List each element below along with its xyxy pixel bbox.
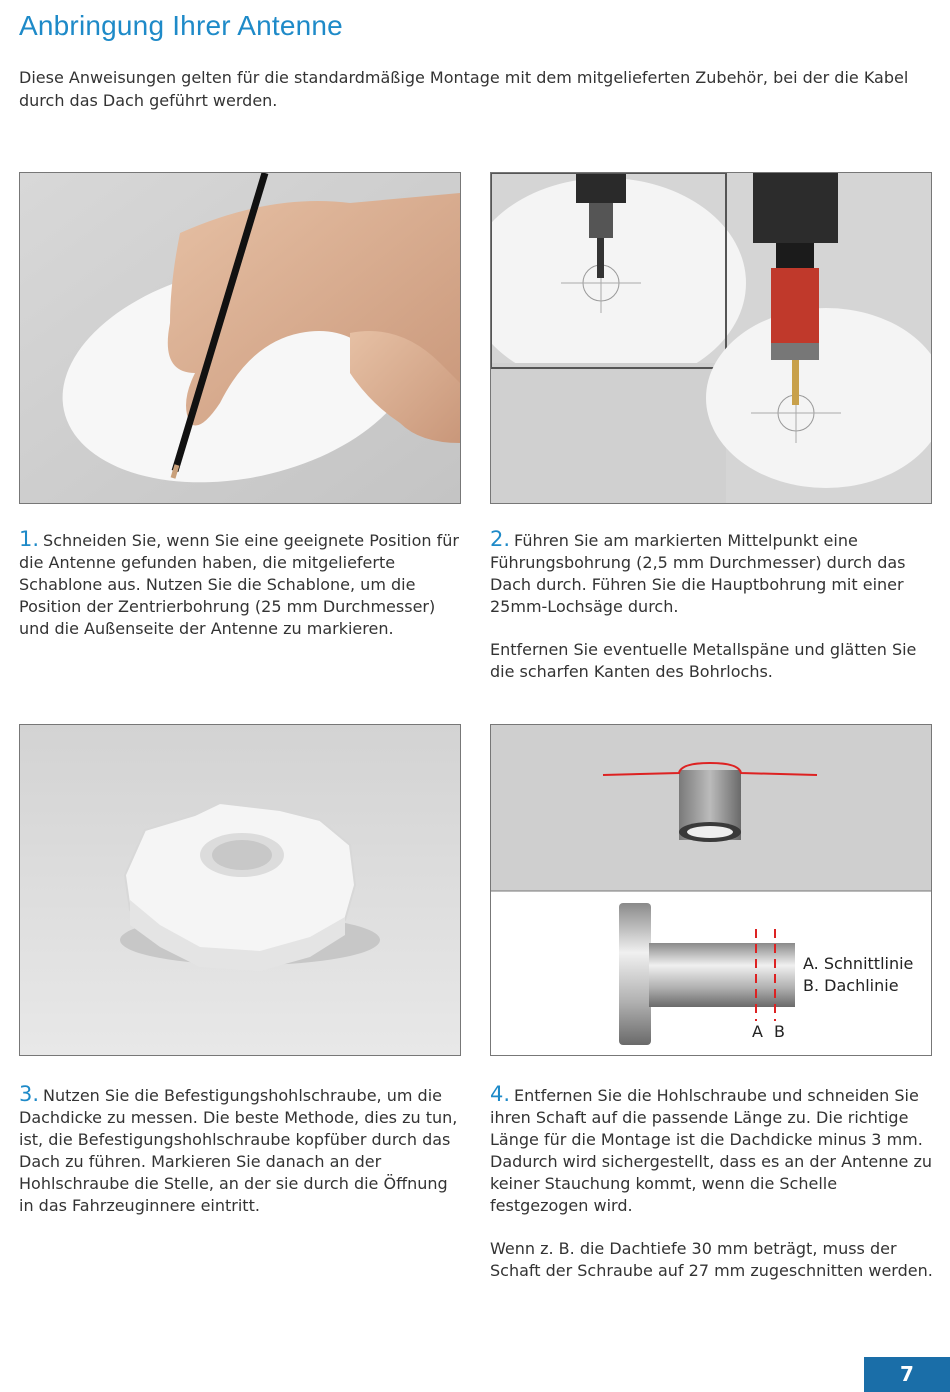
step-text: Entfernen Sie die Hohlschraube und schneiden Sie ihren Schaft auf die passende Länge zu. Die richtige Länge für die Montage ist die Dachdicke minus 3 mm. Dadurch wird sichergestellt, dass es an der Antenne zu keiner Stauchung kommt, wenn die Schelle festgezogen wird. (490, 1086, 933, 1215)
step-1 (19, 528, 464, 661)
step-2 (490, 528, 935, 704)
step-number: 4. (490, 1082, 511, 1106)
step-4 (490, 1083, 935, 1303)
step-text: Führen Sie am markierten Mittelpunkt eine Führungsbohrung (2,5 mm Durchmesser) durch das Dach durch. Führen Sie die Hauptbohrung mit einer 25mm-Lochsäge durch. (490, 531, 906, 616)
legend-b: B. Dachlinie (803, 976, 899, 995)
page-title: Anbringung Ihrer Antenne (19, 10, 343, 41)
diagram-cut-line (490, 724, 932, 1056)
page-number: 7 (864, 1357, 950, 1392)
step-number: 2. (490, 527, 511, 551)
photo-marking-template (19, 172, 461, 504)
step-text: Schneiden Sie, wenn Sie eine geeignete Position für die Antenne gefunden haben, die mitgelieferte Schablone aus. Nutzen Sie die Schablone, um die Position der Zentrierbohrung (25 mm Durchmesser) und die Außenseite der Antenne zu markieren. (19, 531, 459, 638)
step-text: Nutzen Sie die Befestigungshohlschraube, um die Dachdicke zu messen. Die beste Methode, dies zu tun, ist, die Befestigungshohlschraube kopfüber durch das Dach zu führen. Markieren Sie danach an der Hohlschraube die Stelle, an der sie durch die Öffnung in das Fahrzeuginnere eintritt. (19, 1086, 458, 1215)
legend-a: A. Schnittlinie (803, 954, 914, 973)
photo-drilling (490, 172, 932, 504)
step-3 (19, 1083, 464, 1238)
marker-b: B (774, 1022, 785, 1041)
marker-a: A (752, 1022, 763, 1041)
step-number: 3. (19, 1082, 40, 1106)
photo-mounting-nut (19, 724, 461, 1056)
step-text: Wenn z. B. die Dachtiefe 30 mm beträgt, muss der Schaft der Schraube auf 27 mm zugeschnitten werden. (490, 1239, 933, 1280)
intro-text: Diese Anweisungen gelten für die standardmäßige Montage mit dem mitgelieferten Zubehör, bei der die Kabel durch das Dach geführt werden. (19, 68, 909, 110)
step-number: 1. (19, 527, 40, 551)
step-text: Entfernen Sie eventuelle Metallspäne und glätten Sie die scharfen Kanten des Bohrlochs. (490, 640, 917, 681)
